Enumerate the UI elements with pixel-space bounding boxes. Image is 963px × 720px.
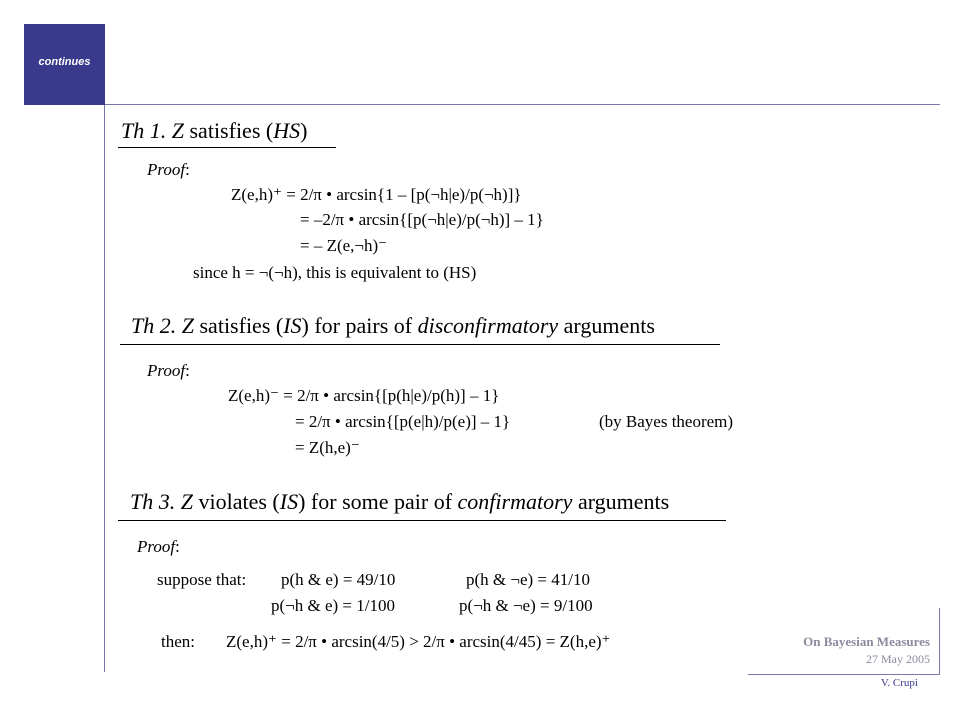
proof-label-text: Proof [137, 537, 176, 556]
theorem-3-text-c: arguments [572, 489, 670, 514]
theorem-3-kind: confirmatory [457, 489, 573, 514]
theorem-3-result: Z(e,h)⁺ = 2/π • arcsin(4/5) > 2/π • arcsin(4/45) = Z(h,e)⁺ [226, 632, 611, 651]
top-rule [105, 104, 940, 105]
theorem-2-proof-line-3: = Z(h,e)⁻ [295, 438, 360, 457]
theorem-1-proof-line-3: = – Z(e,¬h)⁻ [300, 236, 388, 255]
theorem-1-proof-line-4: since h = ¬(¬h), this is equivalent to (HS) [193, 263, 477, 282]
footer-date: 27 May 2005 [866, 652, 930, 666]
theorem-2-text-a: satisfies ( [194, 313, 284, 338]
theorem-1-z: Z [171, 118, 184, 143]
bottom-rule [748, 674, 939, 675]
continues-label: continues [38, 56, 91, 68]
theorem-3-prob-2: p(h & ¬e) = 41/10 [466, 570, 590, 589]
theorem-2-kind: disconfirmatory [417, 313, 559, 338]
proof-label-text: Proof [147, 160, 186, 179]
theorem-2-property: IS [283, 313, 302, 338]
theorem-1-number: Th 1. [121, 118, 167, 143]
theorem-3-underline [118, 520, 726, 521]
proof-label-colon: : [175, 537, 180, 556]
footer-title: On Bayesian Measures [803, 634, 930, 649]
theorem-3-number: Th 3. [130, 489, 176, 514]
theorem-2-heading [131, 313, 655, 339]
theorem-1-text-a: satisfies ( [184, 118, 274, 143]
theorem-1-property: HS [273, 118, 301, 143]
theorem-1-heading [121, 118, 307, 144]
theorem-3-text-a: violates ( [193, 489, 280, 514]
theorem-3-property: IS [279, 489, 299, 514]
theorem-2-proof-line-2: = 2/π • arcsin{[p(e|h)/p(e)] – 1} [295, 412, 511, 431]
right-rule [939, 608, 940, 675]
theorem-3-z: Z [180, 489, 193, 514]
theorem-1-proof-line-2: = –2/π • arcsin{[p(¬h|e)/p(¬h)] – 1} [300, 210, 544, 229]
theorem-2-text-c: arguments [558, 313, 655, 338]
theorem-2-number: Th 2. [131, 313, 177, 338]
left-rule [104, 105, 105, 672]
footer-author: V. Crupi [880, 677, 918, 689]
theorem-3-heading [130, 489, 669, 515]
theorem-3-prob-4: p(¬h & ¬e) = 9/100 [459, 596, 593, 615]
theorem-2-proof-line-1: Z(e,h)⁻ = 2/π • arcsin{[p(h|e)/p(h)] – 1} [228, 386, 500, 405]
theorem-3-then: then: [161, 632, 195, 651]
theorem-2-z: Z [181, 313, 194, 338]
theorem-1-proof-line-1: Z(e,h)⁺ = 2/π • arcsin{1 – [p(¬h|e)/p(¬h)]} [231, 185, 522, 204]
theorem-3-proof-label [137, 537, 180, 557]
theorem-1-proof-label [147, 160, 190, 180]
theorem-3-prob-3: p(¬h & e) = 1/100 [271, 596, 395, 615]
theorem-1-text-b: ) [300, 118, 308, 143]
theorem-2-text-b: ) for pairs of [301, 313, 418, 338]
proof-label-colon: : [185, 361, 190, 380]
proof-label-text: Proof [147, 361, 186, 380]
proof-label-colon: : [185, 160, 190, 179]
theorem-1-underline [118, 147, 336, 148]
theorem-2-proof-note: (by Bayes theorem) [599, 412, 734, 431]
theorem-2-underline [120, 344, 720, 345]
theorem-2-proof-label [147, 361, 190, 381]
theorem-3-suppose: suppose that: [157, 570, 247, 589]
theorem-3-prob-1: p(h & e) = 49/10 [281, 570, 396, 589]
theorem-3-text-b: ) for some pair of [298, 489, 458, 514]
